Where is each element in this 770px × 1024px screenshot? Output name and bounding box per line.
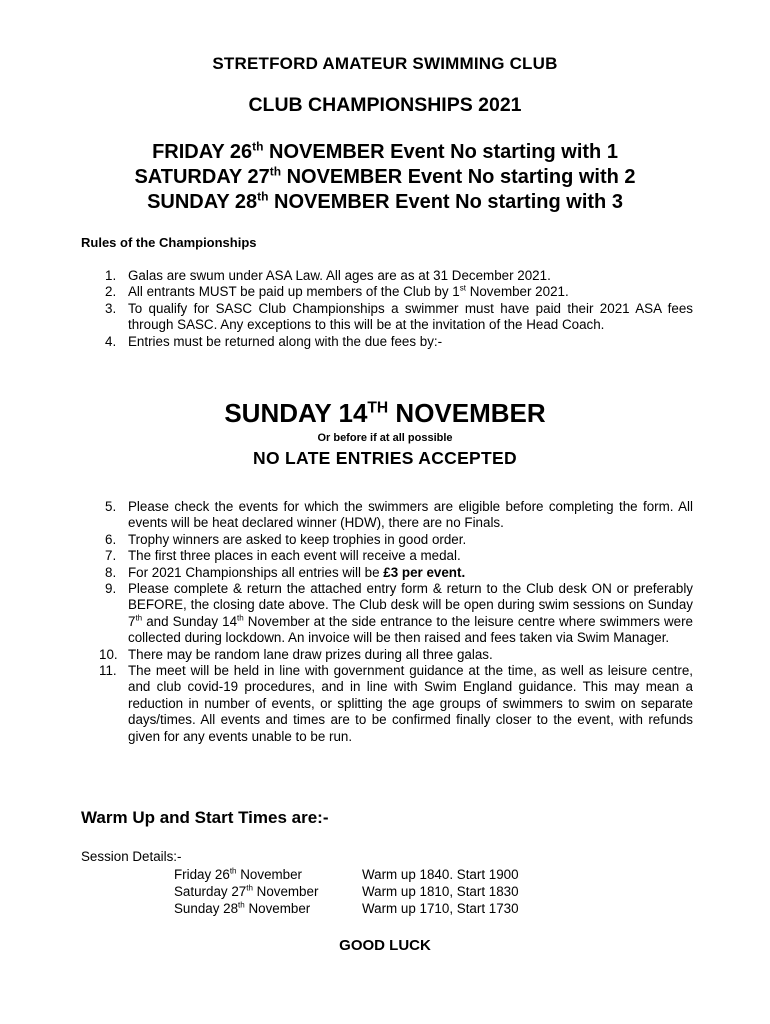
session-day: Saturday 27th November	[174, 883, 319, 899]
warmup-heading: Warm Up and Start Times are:-	[81, 808, 329, 827]
session-row	[174, 900, 519, 917]
day-line-saturday: SATURDAY 27th NOVEMBER Event No starting with 2	[134, 164, 636, 188]
session-heading: Session Details:-	[81, 849, 182, 864]
rule-item: 5. Please check the events for which the swimmers are eligible before completing the form. All events will be heat declared winner (HDW), there are no Finals.	[105, 499, 693, 531]
championship-title: CLUB CHAMPIONSHIPS 2021	[248, 94, 522, 116]
session-times: Warm up 1840. Start 1900	[362, 867, 519, 882]
deadline-date: SUNDAY 14TH NOVEMBER	[224, 398, 546, 428]
rule-item: 9. Please complete & return the attached entry form & return to the Club desk ON or preferably BEFORE, the closing date above. The Club desk will be open during swim sessions on Sunday 7th and Sunday 14th November at the side entrance to the leisure centre where swimmers were collected during lockdown. An invoice will be then raised and fees taken via Swim Manager.	[105, 581, 693, 646]
session-times: Warm up 1710, Start 1730	[362, 901, 519, 916]
rule-item: 8. For 2021 Championships all entries will be £3 per event.	[105, 564, 466, 580]
session-row	[174, 866, 519, 883]
rule-item: 1. Galas are swum under ASA Law. All ages are as at 31 December 2021.	[105, 268, 551, 283]
event-days	[0, 140, 770, 215]
no-late-entries: NO LATE ENTRIES ACCEPTED	[253, 448, 517, 468]
session-row	[174, 883, 519, 900]
session-table	[174, 866, 519, 917]
rule-item: 10. There may be random lane draw prizes during all three galas.	[99, 646, 493, 662]
session-times: Warm up 1810, Start 1830	[362, 884, 519, 899]
rule-item: 7. The first three places in each event will receive a medal.	[105, 548, 461, 564]
rule-item: 2. All entrants MUST be paid up members of the Club by 1st November 2021.	[105, 283, 569, 300]
day-line-friday: FRIDAY 26th NOVEMBER Event No starting with 1	[152, 139, 618, 163]
rules-list-part2	[81, 499, 693, 745]
day-line-sunday: SUNDAY 28th NOVEMBER Event No starting with 3	[147, 189, 623, 213]
rules-heading: Rules of the Championships	[81, 235, 257, 250]
or-before-note: Or before if at all possible	[317, 432, 453, 444]
rules-list-part1	[81, 268, 693, 350]
rule-item: 3. To qualify for SASC Club Championships a swimmer must have paid their 2021 ASA fees through SASC. Any exceptions to this will be at the invitation of the Head Coach.	[105, 300, 693, 333]
rule-item: 11. The meet will be held in line with government guidance at the time, as well as leisure centre, and club covid-19 procedures, and in line with Swim England guidance. This may mean a reduction in number of events, or splitting the age groups of swimmers to swim on separate days/times. All events and times are to be confirmed finally closer to the event, with refunds given for any events unable to be run.	[99, 663, 693, 744]
rule-item: 4. Entries must be returned along with the due fees by:-	[105, 333, 443, 349]
club-name: STRETFORD AMATEUR SWIMMING CLUB	[212, 54, 558, 73]
session-day: Friday 26th November	[174, 866, 303, 882]
good-luck: GOOD LUCK	[339, 937, 431, 954]
rule-item: 6. Trophy winners are asked to keep trophies in good order.	[105, 531, 467, 547]
session-day: Sunday 28th November	[174, 900, 311, 916]
